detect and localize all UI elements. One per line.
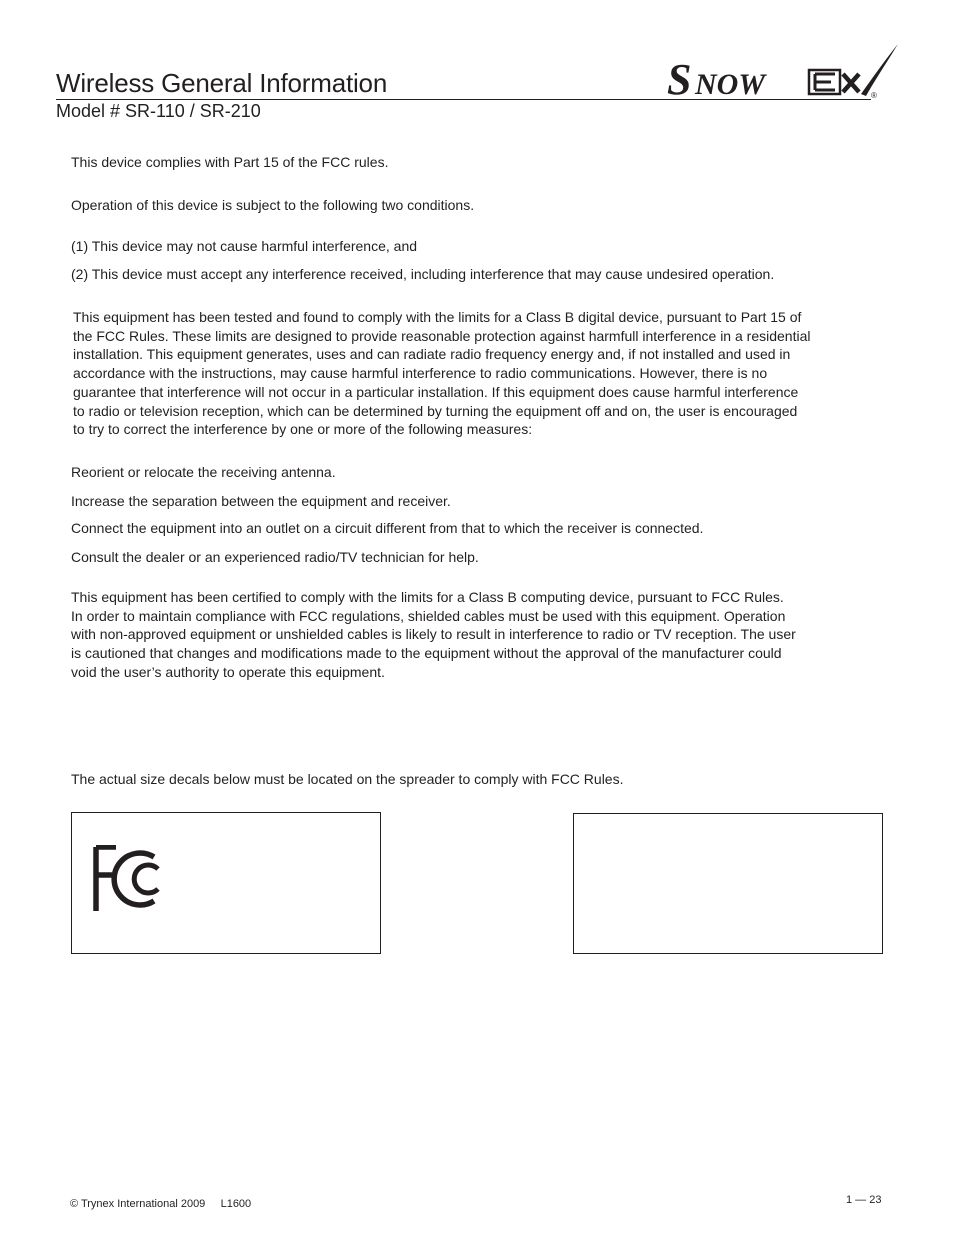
class-b-line: to radio or television reception, which can be determined by turning the equipment off and on, the user is encouraged [73, 402, 798, 419]
certified-line: void the user’s authority to operate this equipment. [71, 663, 385, 680]
model-subtitle: Model # SR-110 / SR-210 [56, 101, 261, 121]
footer-copyright: © Trynex International 2009 L1600 [70, 1198, 252, 1210]
compliance-text: This device complies with Part 15 of the FCC rules. [71, 154, 389, 170]
certified-line: with non-approved equipment or unshielded cables is likely to result in interference to radio or TV reception. The user [71, 626, 796, 643]
class-b-line: the FCC Rules. These limits are designed to provide reasonable protection against harmfull interference in a residential [73, 327, 811, 344]
measure-item: Consult the dealer or an experienced radio/TV technician for help. [71, 549, 479, 565]
condition-2: (2) This device must accept any interference received, including interference that may cause undesired operation. [71, 266, 775, 282]
certified-line: In order to maintain compliance with FCC regulations, shielded cables must be used with this equipment. Operation [71, 607, 786, 624]
certified-paragraph [71, 588, 796, 682]
snowex-logo [665, 40, 901, 100]
decal-note: The actual size decals below must be located on the spreader to comply with FCC Rules. [71, 771, 624, 787]
page-number: 1 — 23 [846, 1194, 882, 1206]
certified-line: is cautioned that changes and modifications made to the equipment without the approval of the manufacturer could [71, 645, 782, 662]
condition-1: (1) This device may not cause harmful interference, and [71, 238, 418, 254]
svg-text:®: ® [871, 91, 877, 100]
class-b-line: to try to correct the interference by one or more of the following measures: [73, 421, 533, 438]
class-b-paragraph [73, 308, 810, 439]
svg-text:S: S [667, 55, 692, 100]
conditions-intro: Operation of this device is subject to the following two conditions. [71, 197, 475, 213]
fcc-logo-icon [92, 845, 168, 913]
class-b-line: This equipment has been tested and found to comply with the limits for a Class B digital device, pursuant to Part 15 of [73, 309, 802, 325]
class-b-line: accordance with the instructions, may cause harmful interference to radio communications. However, there is no [73, 365, 768, 382]
blank-decal-box [573, 813, 883, 954]
page-title: Wireless General Information [56, 68, 388, 98]
fcc-decal-box [71, 812, 381, 954]
measure-item: Increase the separation between the equipment and receiver. [71, 493, 451, 509]
measure-item: Connect the equipment into an outlet on a circuit different from that to which the receiver is connected. [71, 520, 704, 536]
class-b-line: guarantee that interference will not occur in a particular installation. If this equipment does cause harmful interference [73, 383, 799, 400]
class-b-line: installation. This equipment generates, uses and can radiate radio frequency energy and, if not installed and used in [73, 346, 791, 363]
certified-line: This equipment has been certified to comply with the limits for a Class B computing device, pursuant to FCC Rules. [71, 589, 784, 605]
measure-item: Reorient or relocate the receiving antenna. [71, 464, 336, 480]
svg-text:NOW: NOW [695, 68, 766, 100]
